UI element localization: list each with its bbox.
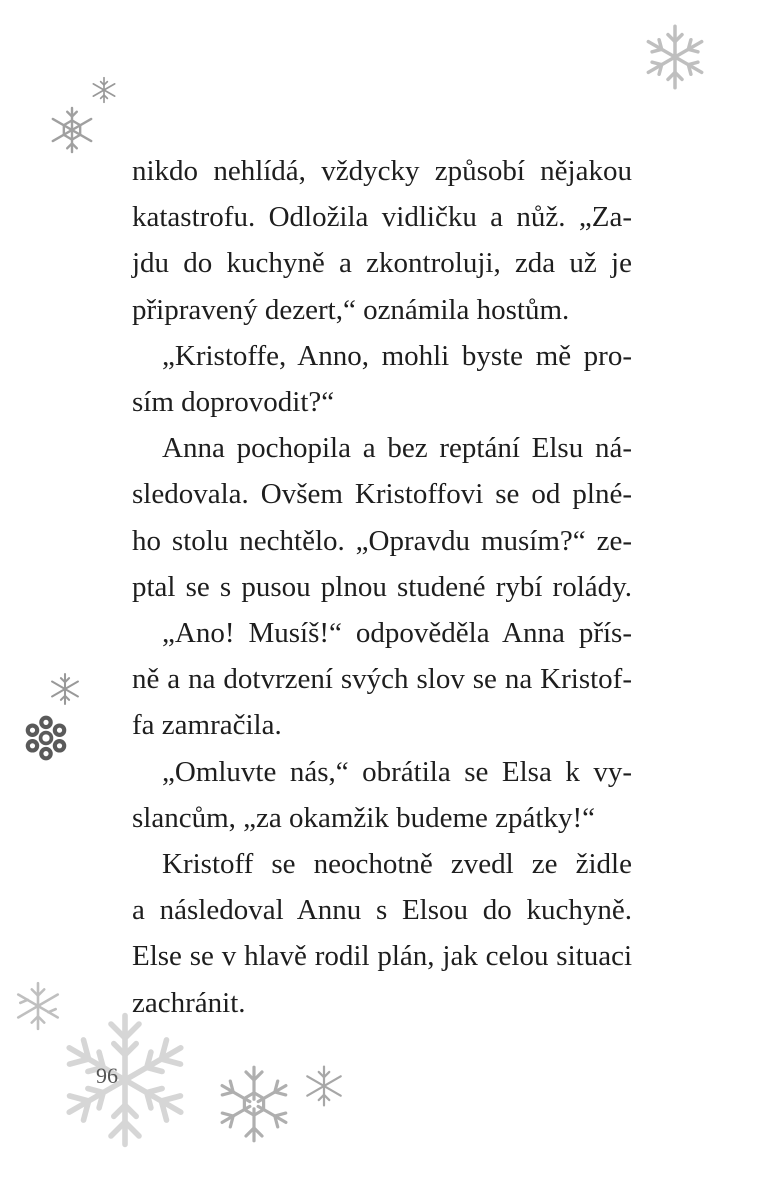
text-line: ně a na dotvrzení svých slov se na Kristof- [132, 663, 632, 696]
text-line: připravený dezert,“ oznámila hostům. [132, 293, 570, 326]
text-line: Kristoff se neochotně zvedl ze židle [162, 848, 632, 881]
text-line: nikdo nehlídá, vždycky způsobí nějakou [132, 155, 632, 187]
snowflake-icon [302, 1064, 346, 1108]
text-line: Else se v hlavě rodil plán, jak celou situaci [132, 940, 632, 973]
text-line: sledovala. Ovšem Kristoffovi se od plné- [132, 478, 632, 511]
text-line: fa zamračila. [132, 709, 282, 742]
flower-icon [20, 712, 72, 764]
snowflake-icon [90, 76, 118, 104]
text-line: „Kristoffe, Anno, mohli byste mě pro- [162, 339, 632, 372]
snowflake-icon [214, 1064, 294, 1144]
text-line: zachránit. [132, 986, 246, 1019]
body-text [132, 148, 632, 1026]
text-line: slancům, „za okamžik budeme zpátky!“ [132, 801, 595, 834]
snowflake-icon [48, 106, 96, 154]
text-line: a následoval Annu s Elsou do kuchyně. [132, 894, 632, 927]
text-line: ptal se s pusou plnou studené rybí rolády. [132, 570, 632, 603]
snowflake-icon [48, 672, 82, 706]
text-line: jdu do kuchyně a zkontroluji, zda už je [132, 247, 632, 280]
text-line: sím doprovodit?“ [132, 386, 335, 419]
text-line: ho stolu nechtělo. „Opravdu musím?“ ze- [132, 524, 632, 557]
text-line: katastrofu. Odložila vidličku a nůž. „Za- [132, 201, 632, 234]
snowflake-icon [640, 22, 710, 92]
page-number: 96 [96, 1063, 118, 1088]
text-line: „Ano! Musíš!“ odpověděla Anna přís- [162, 617, 632, 650]
text-line: „Omluvte nás,“ obrátila se Elsa k vy- [162, 755, 632, 788]
text-line: Anna pochopila a bez reptání Elsu ná- [162, 432, 632, 465]
